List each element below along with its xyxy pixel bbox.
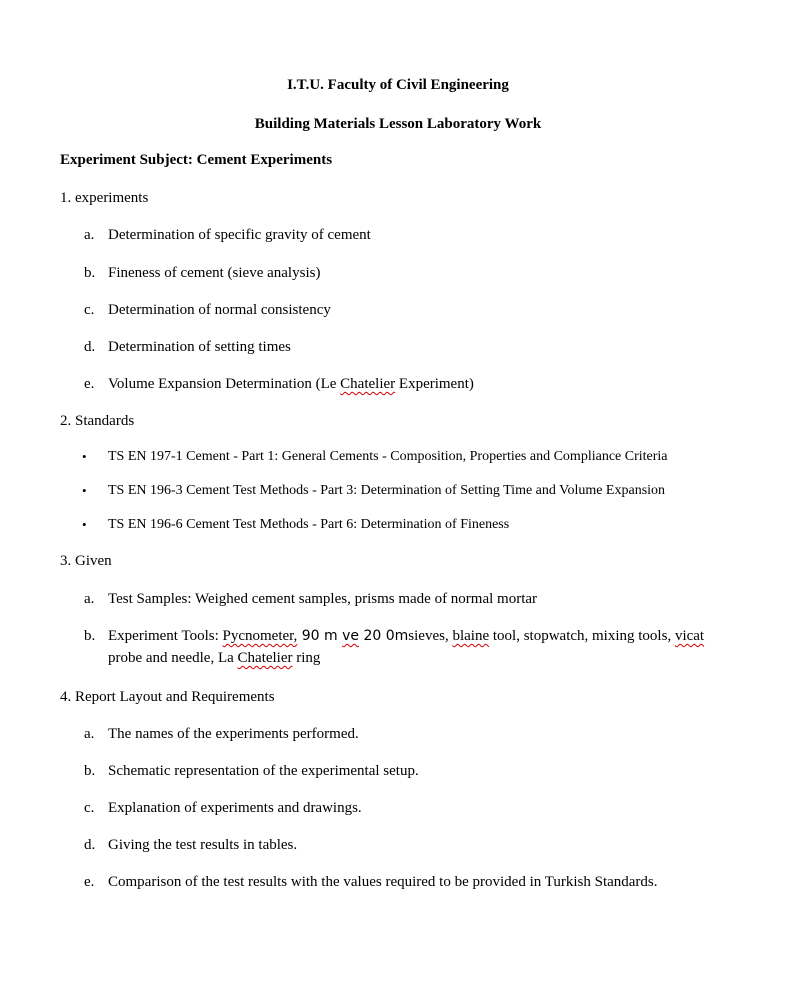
section-heading-report: 4. Report Layout and Requirements xyxy=(60,689,275,705)
text-run: 20 0m xyxy=(359,628,409,644)
list-marker: d. xyxy=(84,339,96,355)
text-run: Experiment Tools: xyxy=(108,628,223,644)
list-marker: b. xyxy=(84,763,96,779)
list-item-text: The names of the experiments performed. xyxy=(108,726,359,742)
list-marker: a. xyxy=(84,227,95,243)
list-marker: a. xyxy=(84,591,95,607)
spellcheck-flagged-word: Pycnometer, xyxy=(222,628,298,644)
standard-text: TS EN 196-6 Cement Test Methods - Part 6: Determination of Fineness xyxy=(108,517,510,532)
standard-text: TS EN 196-3 Cement Test Methods - Part 3: Determination of Setting Time and Volume Expansion xyxy=(108,483,666,498)
list-item-text: Schematic representation of the experimental setup. xyxy=(108,763,419,779)
list-item-text xyxy=(108,627,704,645)
list-marker: c. xyxy=(84,800,95,816)
text-run: Volume Expansion Determination (Le xyxy=(108,376,341,392)
section-heading-experiments: 1. experiments xyxy=(60,190,149,206)
list-item-text: Test Samples: Weighed cement samples, prisms made of normal mortar xyxy=(108,591,538,607)
list-item-text: Fineness of cement (sieve analysis) xyxy=(108,265,321,281)
experiment-subject: Experiment Subject: Cement Experiments xyxy=(60,152,333,168)
spellcheck-flagged-word: vicat xyxy=(674,628,705,644)
bullet-icon: • xyxy=(82,483,87,498)
section-heading-given: 3. Given xyxy=(60,553,112,569)
list-item-text: Comparison of the test results with the values required to be provided in Turkish Standards. xyxy=(108,874,658,890)
list-marker: a. xyxy=(84,726,95,742)
standard-text: TS EN 197-1 Cement - Part 1: General Cements - Composition, Properties and Compliance Criteria xyxy=(108,449,668,464)
spellcheck-flagged-word: ve xyxy=(342,628,360,644)
list-item-text xyxy=(108,375,474,393)
list-marker: b. xyxy=(84,265,96,281)
list-marker: e. xyxy=(84,376,95,392)
text-run: 90 m xyxy=(297,628,343,644)
list-item-text: Explanation of experiments and drawings. xyxy=(108,800,362,816)
bullet-icon: • xyxy=(82,517,87,532)
list-marker: c. xyxy=(84,302,95,318)
list-item-text: Determination of normal consistency xyxy=(108,302,331,318)
text-run: tool, stopwatch, mixing tools, xyxy=(489,628,675,644)
document-title: I.T.U. Faculty of Civil Engineering xyxy=(287,77,509,93)
text-run: sieves, xyxy=(408,628,453,644)
text-run: probe and needle, La xyxy=(108,650,238,666)
list-marker: b. xyxy=(84,628,96,644)
list-marker: d. xyxy=(84,837,96,853)
section-heading-standards: 2. Standards xyxy=(60,413,135,429)
list-item-text: Determination of setting times xyxy=(108,339,291,355)
spellcheck-flagged-word: blaine xyxy=(452,628,490,644)
bullet-icon: • xyxy=(82,449,87,464)
list-item-text-continued xyxy=(108,649,320,667)
spellcheck-flagged-word: Chatelier xyxy=(237,650,293,666)
list-item-text: Determination of specific gravity of cement xyxy=(108,227,371,243)
list-item-text: Giving the test results in tables. xyxy=(108,837,298,853)
document-subtitle: Building Materials Lesson Laboratory Work xyxy=(254,116,542,132)
text-run: Experiment) xyxy=(395,376,474,392)
text-run: ring xyxy=(292,650,321,666)
spellcheck-flagged-word: Chatelier xyxy=(340,376,396,392)
list-marker: e. xyxy=(84,874,95,890)
